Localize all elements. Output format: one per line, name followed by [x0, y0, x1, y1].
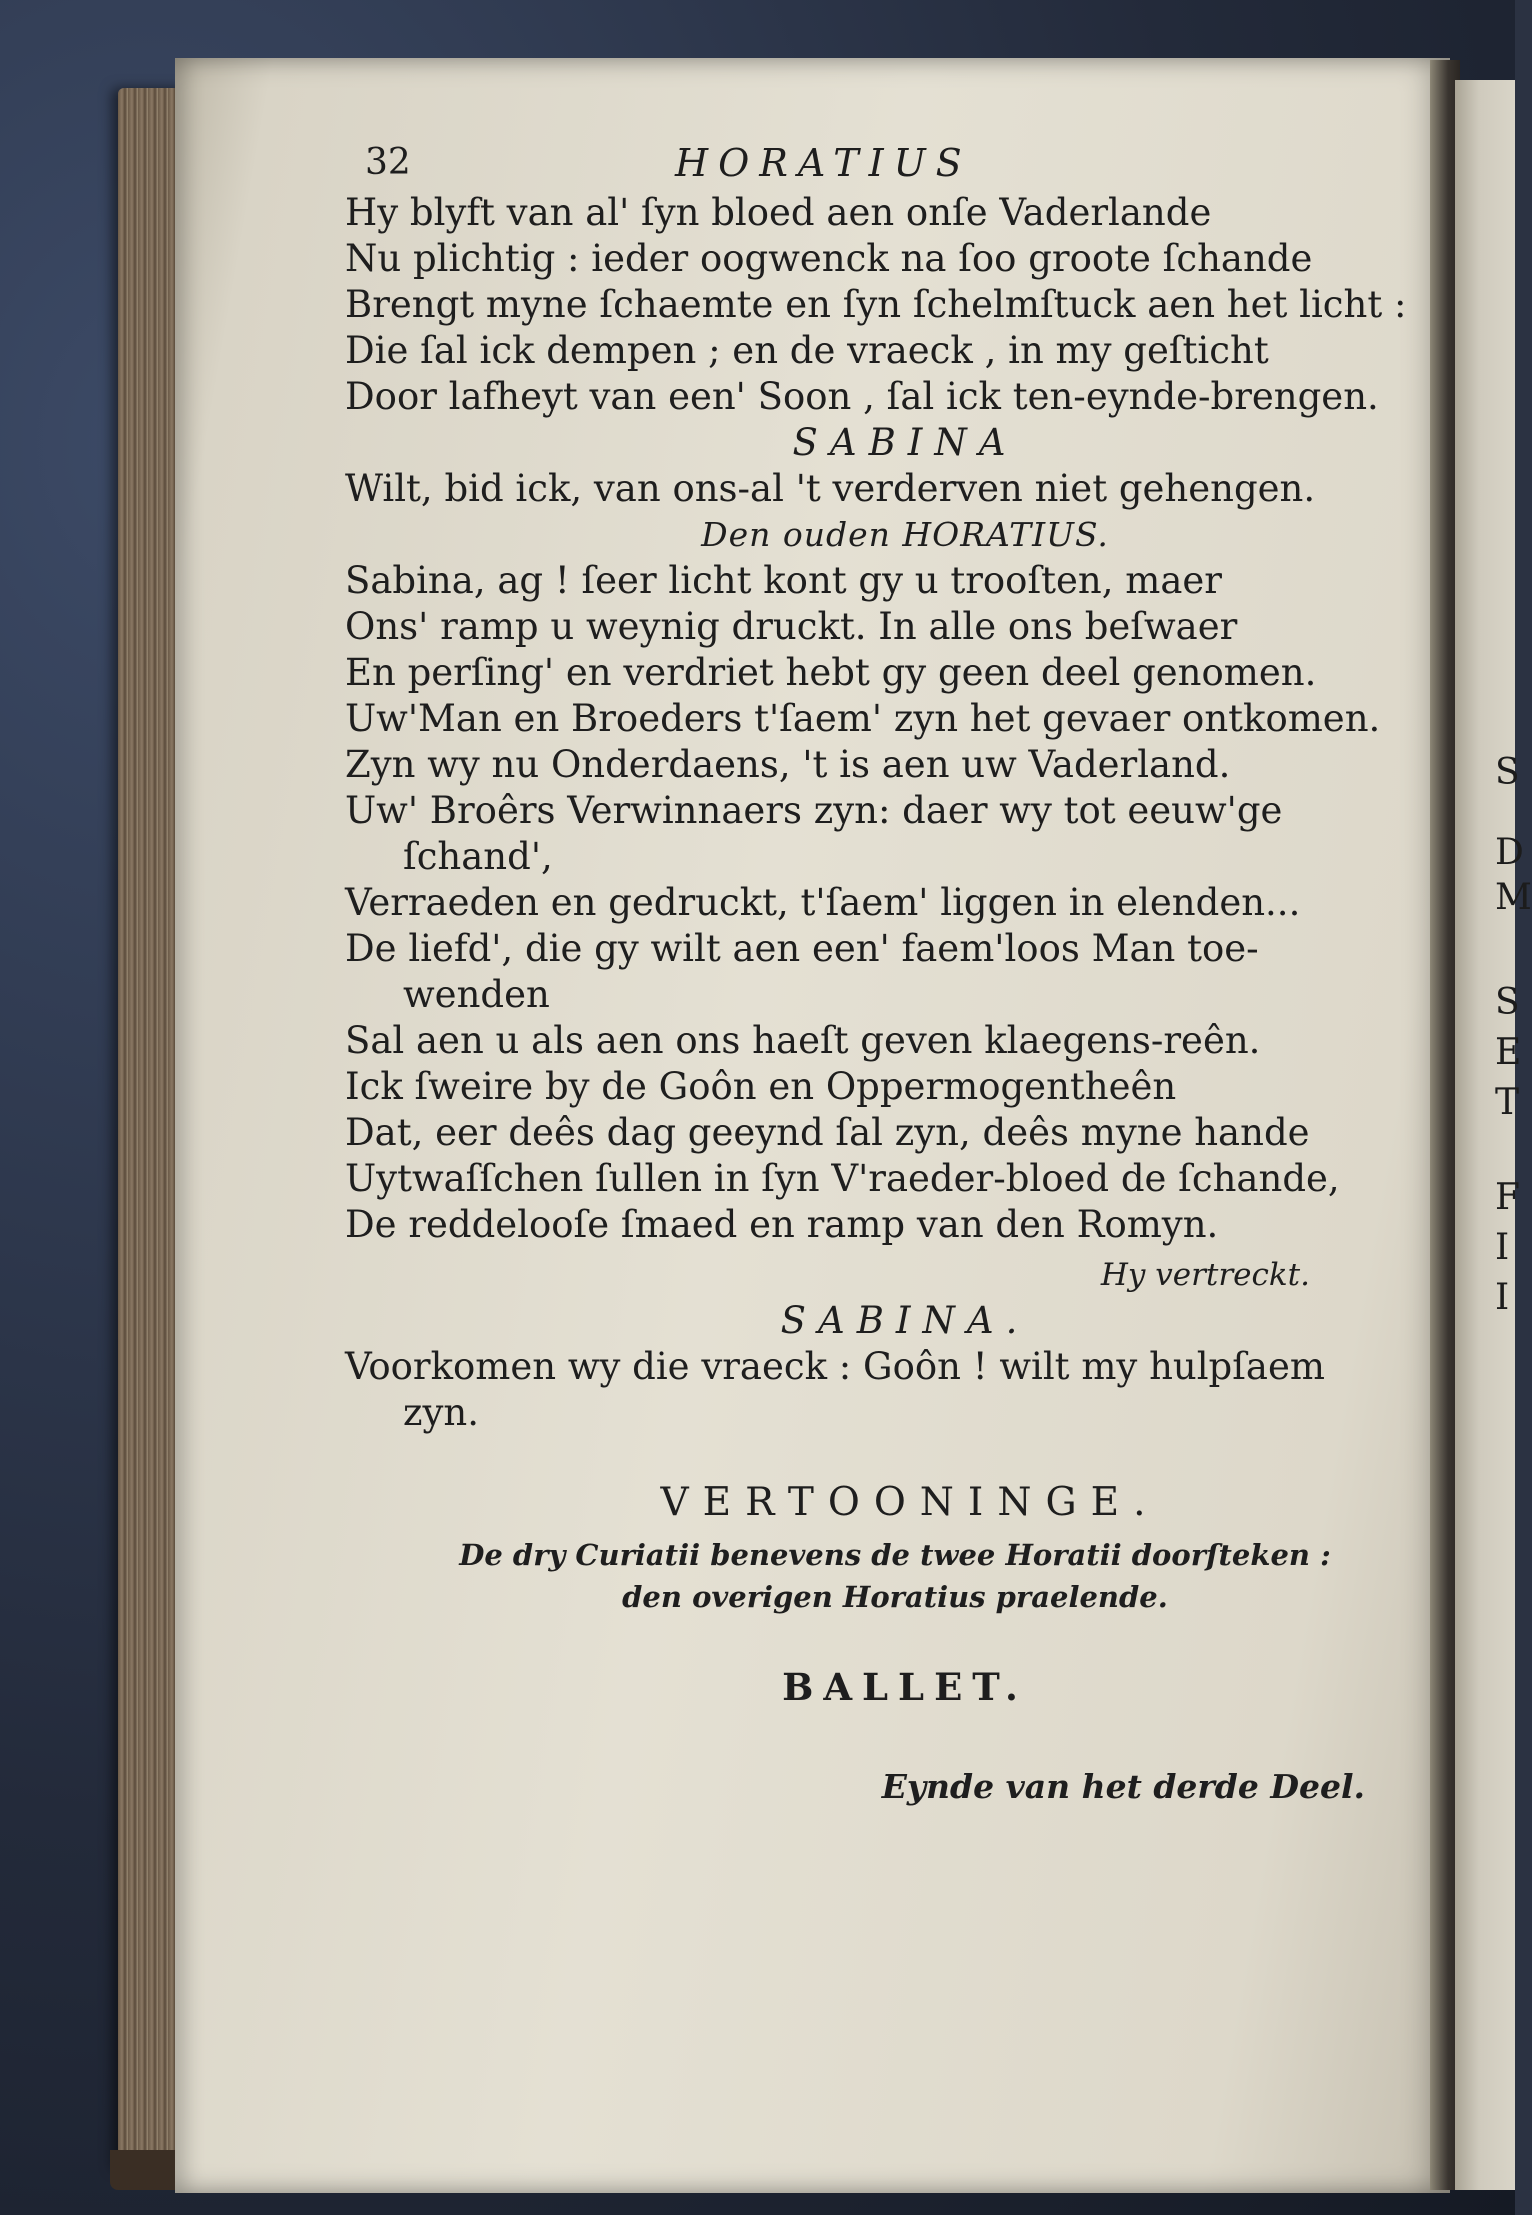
verse-line: Uw'Man en Broeders t'ſaem' zyn het gevaer ontkomen. — [345, 697, 1381, 740]
verse-line: De liefd', die gy wilt aen een' faem'loos Man toe- — [345, 927, 1259, 970]
verse-line: Door lafheyt van een' Soon , ſal ick ten-eynde-brengen. — [345, 375, 1379, 418]
verse-line: De reddelooſe ſmaed en ramp van den Romyn. — [345, 1203, 1219, 1246]
verse-line: Dat, eer deês dag geeynd ſal zyn, deês myne hande — [345, 1111, 1310, 1154]
running-title: HORATIUS — [675, 141, 972, 185]
verse-line: Ick ſweire by de Goôn en Oppermogentheên — [345, 1065, 1177, 1108]
verse-line: Brengt myne ſchaemte en ſyn ſchelmſtuck aen het licht : — [345, 283, 1407, 326]
scene-description-line: den overigen Horatius praelende. — [622, 1580, 1168, 1614]
verse-line: zyn. — [403, 1391, 479, 1434]
next-page-letter: S — [1495, 752, 1520, 793]
verse-line: Uw' Broêrs Verwinnaers zyn: daer wy tot eeuw'ge — [345, 789, 1283, 832]
scene-title: VERTOONINGE. — [660, 1480, 1160, 1525]
verse-line: En perſing' en verdriet hebt gy geen deel genomen. — [345, 651, 1317, 694]
verse-line: Sabina, ag ! ſeer licht kont gy u trooſten, maer — [345, 559, 1222, 602]
next-page-letter: D — [1495, 832, 1524, 873]
ballet-heading: BALLET. — [782, 1665, 1028, 1709]
verse-line: wenden — [403, 973, 550, 1016]
speaker-name: Den ouden HORATIUS. — [701, 515, 1109, 554]
verse-line: Wilt, bid ick, van ons-al 't verderven niet gehengen. — [345, 467, 1316, 510]
verse-line: ſchand', — [403, 835, 553, 878]
speaker-name: SABINA — [792, 421, 1018, 464]
verse-line: Zyn wy nu Onderdaens, 't is aen uw Vaderland. — [345, 743, 1231, 786]
verse-line: Nu plichtig : ieder oogwenck na ſoo groote ſchande — [345, 237, 1313, 280]
page-text — [345, 140, 1405, 1810]
scene-description — [345, 1534, 1405, 1618]
next-page-letter: F — [1495, 1177, 1520, 1218]
scene-description-line: De dry Curiatii benevens de twee Horatii doorſteken : — [459, 1538, 1331, 1572]
stage-direction: Hy vertreckt. — [1100, 1257, 1310, 1293]
verse-line: Uytwaſſchen ſullen in ſyn V'raeder-bloed de ſchande, — [345, 1157, 1340, 1200]
page-header — [345, 140, 1405, 190]
page-number: 32 — [365, 142, 411, 183]
next-page-letter: M — [1495, 877, 1532, 918]
verse-line: Hy blyft van al' ſyn bloed aen onſe Vaderlande — [345, 191, 1212, 234]
next-page-letter: I — [1495, 1277, 1510, 1318]
verse-line: Verraeden en gedruckt, t'ſaem' liggen in elenden... — [345, 881, 1301, 924]
verse-line: Sal aen u als aen ons haeſt geven klaegens-reên. — [345, 1019, 1261, 1062]
end-note: Eynde van het derde Deel. — [881, 1767, 1365, 1806]
verse-line: Die ſal ick dempen ; en de vraeck , in my geſticht — [345, 329, 1269, 372]
next-page-letter: T — [1495, 1082, 1520, 1123]
next-page-letter: I — [1495, 1227, 1510, 1268]
verse-line: Voorkomen wy die vraeck : Goôn ! wilt my hulpſaem — [345, 1345, 1325, 1388]
verse-line: Ons' ramp u weynig druckt. In alle ons beſwaer — [345, 605, 1238, 648]
verse-body — [345, 190, 1405, 1436]
next-page-letter: E — [1495, 1032, 1522, 1073]
speaker-name: SABINA. — [780, 1299, 1030, 1342]
next-page-letter: S — [1495, 982, 1520, 1023]
next-page-edge — [1455, 80, 1515, 2190]
